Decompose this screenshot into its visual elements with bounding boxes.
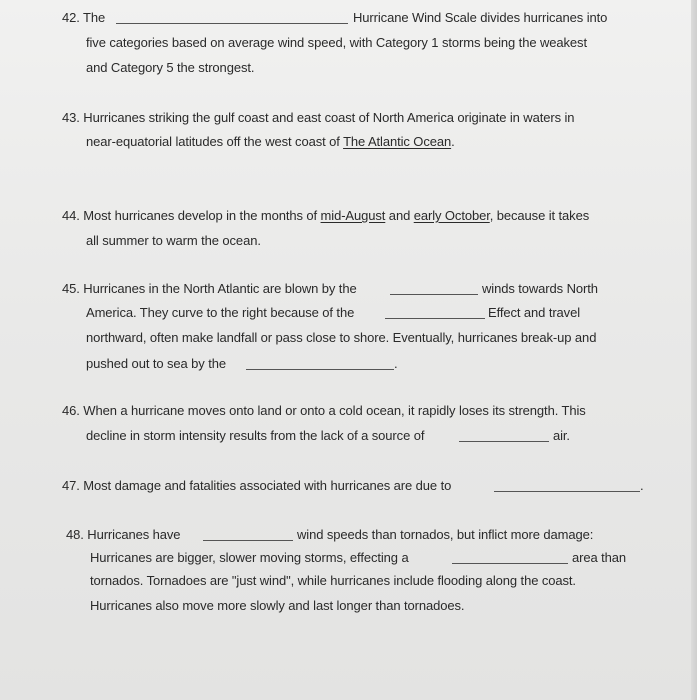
q43-filled-answer: The Atlantic Ocean [343, 134, 452, 149]
q48-text-2: Hurricanes are bigger, slower moving storms, effecting a [90, 550, 409, 565]
q43-text-2-pre: near-equatorial latitudes off the west coast of [86, 134, 344, 149]
q44-text-1-post: , because it takes [489, 208, 590, 223]
q48-text-1-post: wind speeds than tornados, but inflict more damage: [297, 527, 594, 542]
q47-text-1-post: . [640, 478, 644, 493]
q44-text-1 [62, 208, 589, 224]
q45-answer-blank-2[interactable] [385, 318, 485, 319]
q47-answer-blank[interactable] [494, 491, 640, 492]
q45-text-4: pushed out to sea by the [86, 356, 226, 371]
q43-text-1: 43. Hurricanes striking the gulf coast and east coast of North America originate in waters in [62, 110, 575, 125]
q45-answer-blank-1[interactable] [390, 294, 478, 295]
q42-number: 42. The [62, 10, 106, 25]
q48-text-2-post: area than [572, 550, 627, 565]
page-edge-shadow [691, 0, 697, 700]
q46-text-1: 46. When a hurricane moves onto land or onto a cold ocean, it rapidly loses its strength. This [62, 403, 586, 418]
q44-filled-answer-1: mid-August [320, 208, 386, 223]
q45-text-2: America. They curve to the right because of the [86, 305, 355, 320]
q47-text-1: 47. Most damage and fatalities associated with hurricanes are due to [62, 478, 452, 493]
q45-text-4-post: . [394, 356, 398, 371]
q48-text-1: 48. Hurricanes have [66, 527, 181, 542]
q45-text-1: 45. Hurricanes in the North Atlantic are blown by the [62, 281, 357, 296]
q42-text-1: Hurricane Wind Scale divides hurricanes into [353, 10, 608, 25]
q44-text-1-mid: and [385, 208, 414, 223]
q44-text-2: all summer to warm the ocean. [86, 233, 261, 248]
q45-text-3: northward, often make landfall or pass close to shore. Eventually, hurricanes break-up and [86, 330, 597, 345]
q45-text-2-post: Effect and travel [488, 305, 581, 320]
q48-text-3: tornados. Tornadoes are "just wind", while hurricanes include flooding along the coast. [90, 573, 576, 588]
q46-answer-blank[interactable] [459, 441, 549, 442]
q42-answer-blank[interactable] [116, 23, 348, 24]
q44-text-1-pre: 44. Most hurricanes develop in the months of [62, 208, 321, 223]
q48-text-4: Hurricanes also move more slowly and last longer than tornadoes. [90, 598, 465, 613]
q48-answer-blank-1[interactable] [203, 540, 293, 541]
q46-text-2-post: air. [553, 428, 570, 443]
q48-answer-blank-2[interactable] [452, 563, 568, 564]
q42-text-3: and Category 5 the strongest. [86, 60, 255, 75]
q42-text-2: five categories based on average wind speed, with Category 1 storms being the weakest [86, 35, 587, 50]
q44-filled-answer-2: early October [413, 208, 490, 223]
q46-text-2: decline in storm intensity results from the lack of a source of [86, 428, 425, 443]
q45-answer-blank-3[interactable] [246, 369, 394, 370]
q45-text-1-post: winds towards North [482, 281, 598, 296]
q43-text-2-post: . [451, 134, 455, 149]
q43-text-2 [86, 134, 455, 150]
